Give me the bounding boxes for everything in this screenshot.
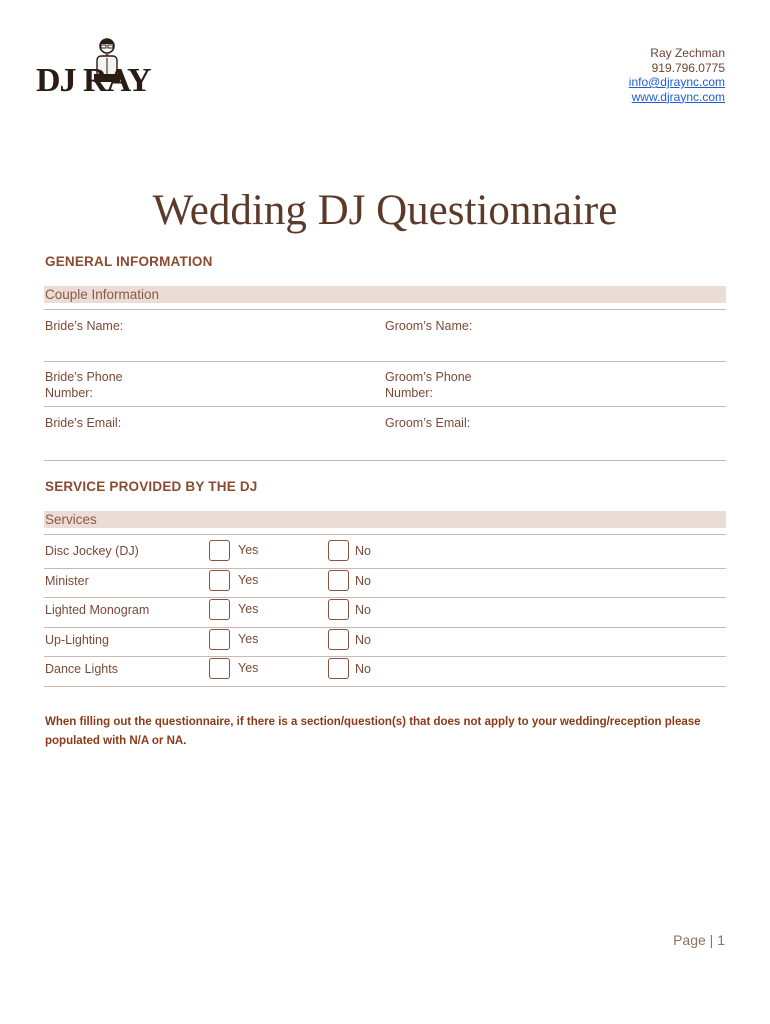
- service-label: Up-Lighting: [45, 632, 109, 647]
- row-divider: [44, 627, 726, 628]
- contact-name: Ray Zechman: [650, 46, 725, 60]
- no-checkbox[interactable]: [328, 599, 349, 620]
- service-label: Disc Jockey (DJ): [45, 544, 139, 558]
- grooms-phone-label-line2: Number:: [385, 385, 433, 400]
- divider: [44, 309, 726, 310]
- phone-field-line[interactable]: [44, 406, 726, 407]
- contact-phone: 919.796.0775: [651, 60, 725, 75]
- row-divider: [44, 686, 726, 687]
- yes-checkbox[interactable]: [209, 570, 230, 591]
- logo-wordmark: DJ RAY: [36, 62, 151, 99]
- brides-phone-label-line2: Number:: [45, 385, 93, 400]
- row-divider: [44, 597, 726, 598]
- services-heading: SERVICE PROVIDED BY THE DJ: [45, 479, 258, 494]
- brides-phone-label-line1: Bride’s Phone: [45, 370, 123, 384]
- service-label: Lighted Monogram: [45, 603, 150, 617]
- yes-label: Yes: [238, 543, 259, 557]
- services-band-label: Services: [45, 512, 97, 527]
- brides-name-label: Bride’s Name:: [45, 319, 124, 333]
- yes-label: Yes: [238, 661, 259, 675]
- row-divider: [44, 568, 726, 569]
- no-label: No: [355, 544, 371, 558]
- no-checkbox[interactable]: [328, 629, 349, 650]
- no-checkbox[interactable]: [328, 658, 349, 679]
- brides-phone-label: [45, 370, 123, 401]
- instruction-note: When filling out the questionnaire, if there is a section/question(s) that does not apply to your wedding/reception please populated with N/A or NA.: [45, 716, 701, 747]
- couple-information-band: [44, 286, 726, 303]
- yes-checkbox[interactable]: [209, 540, 230, 561]
- no-checkbox[interactable]: [328, 540, 349, 561]
- divider: [44, 534, 726, 535]
- brides-name-field-line[interactable]: [44, 361, 726, 362]
- yes-checkbox[interactable]: [209, 599, 230, 620]
- no-label: No: [355, 632, 371, 647]
- general-information-heading: GENERAL INFORMATION: [45, 254, 213, 269]
- no-label: No: [355, 603, 371, 617]
- contact-email-link[interactable]: info@djraync.com: [628, 75, 725, 89]
- page-number: Page | 1: [673, 932, 725, 948]
- no-checkbox[interactable]: [328, 570, 349, 591]
- page-title: Wedding DJ Questionnaire: [152, 187, 618, 234]
- grooms-phone-label-line1: Groom’s Phone: [385, 370, 472, 384]
- yes-checkbox[interactable]: [209, 629, 230, 650]
- email-field-line[interactable]: [44, 460, 726, 461]
- service-label: Dance Lights: [45, 662, 118, 676]
- brides-email-label: Bride’s Email:: [45, 416, 122, 430]
- couple-information-label: Couple Information: [45, 287, 160, 302]
- row-divider: [44, 656, 726, 657]
- yes-label: Yes: [238, 631, 259, 646]
- yes-label: Yes: [238, 572, 259, 587]
- service-label: Minister: [45, 573, 89, 588]
- yes-checkbox[interactable]: [209, 658, 230, 679]
- grooms-name-label: Groom’s Name:: [385, 319, 473, 333]
- contact-block: [629, 46, 725, 104]
- contact-website-link[interactable]: www.djraync.com: [631, 89, 725, 104]
- no-label: No: [355, 573, 371, 588]
- grooms-email-label: Groom’s Email:: [385, 416, 471, 430]
- services-band: [44, 511, 726, 528]
- grooms-phone-label: [385, 370, 472, 401]
- yes-label: Yes: [238, 602, 259, 616]
- no-label: No: [355, 662, 371, 676]
